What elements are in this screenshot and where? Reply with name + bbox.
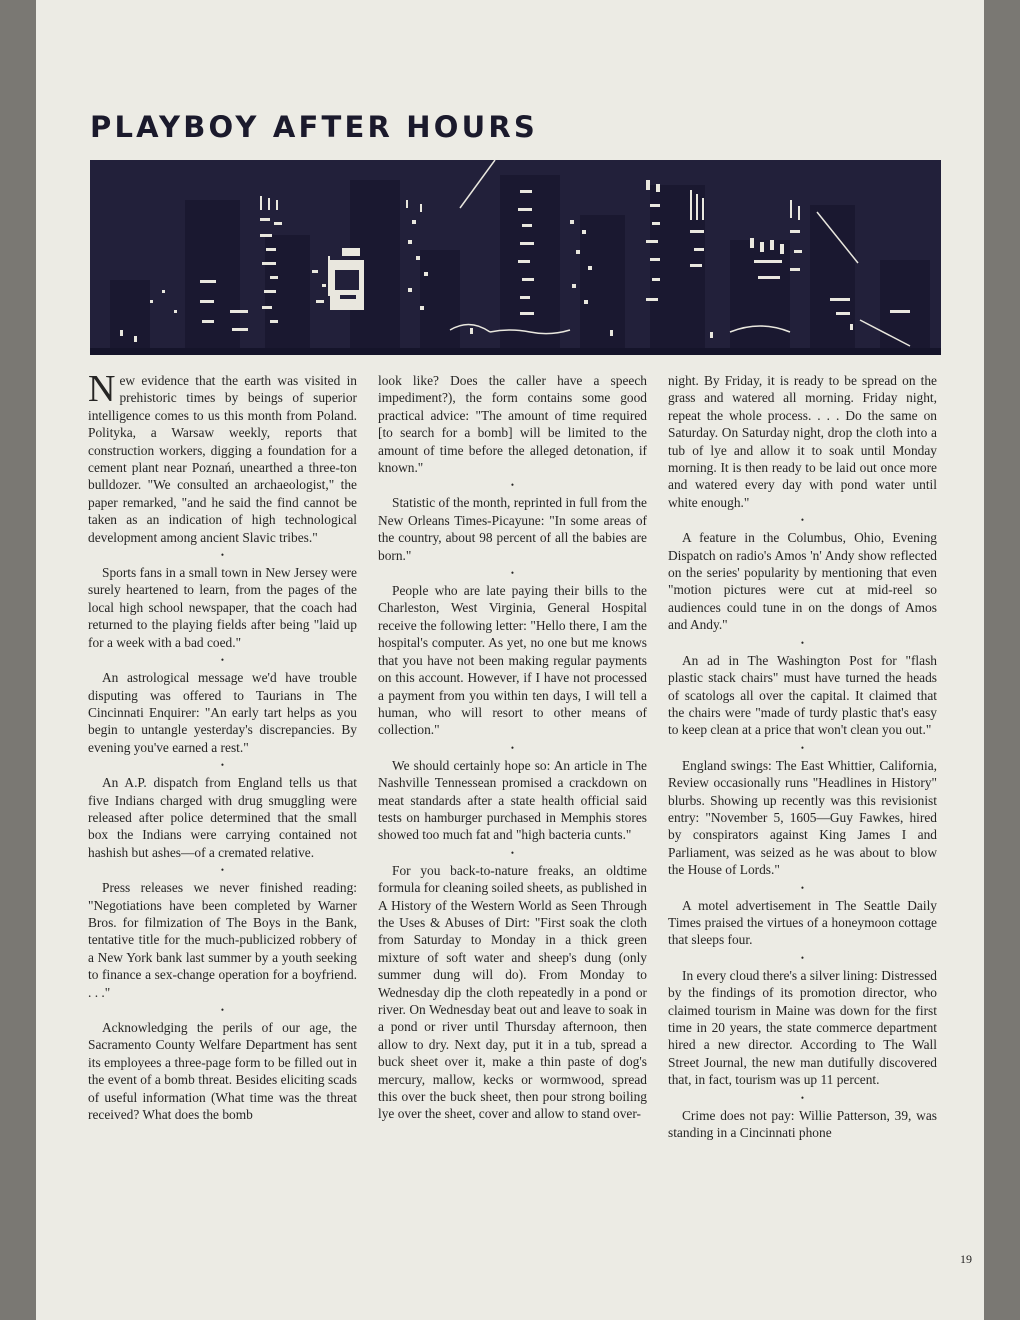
separator-bullet: • <box>800 882 805 893</box>
separator-bullet: • <box>800 742 805 753</box>
paragraph: For you back-to-nature freaks, an oldtime formula for cleaning soiled sheets, as published in A History of the Western World as Seen Through the Uses & Abuses of Dirt: "First soak the cloth from Saturday to Monday in a thick green mixture of soft water and sheep's dung (only summer dung will do). From Monday to Wednesday dip the cloth repeatedly in a pond or river. On Wednesday beat out and leave to soak in a pond or river until Thursday afternoon, then allow to dry. Next day, put it in a tub, spread a buck sheet over it, make a thin paste of dog's mercury, mallow, kecks or wormwood, spread this over the buck sheet, then pour strong boiling lye over the sheet, cover and allow to stand over- <box>378 862 647 1122</box>
paragraph: An ad in The Washington Post for "flash plastic stack chairs" must have turned the heads of scatologs all over the capital. It claimed that the chairs were "made of turdy plastic that's easy to keep clean at a price that won't clean you out." <box>668 652 937 738</box>
drop-cap: N <box>88 368 116 410</box>
paragraph: Acknowledging the perils of our age, the Sacramento County Welfare Department has sent its employees a three-page form to be filled out in the event of a bomb threat. Besides eliciting scads of useful information (What time was the threat received? What does the bomb <box>88 1020 357 1123</box>
paragraph: look like? Does the caller have a speech impediment?), the form contains some good practical advice: "The amount of time required [to search for a bomb] will be limited to the amount of time before the alleged detonation, if known." <box>378 373 647 476</box>
paragraph: Statistic of the month, reprinted in full from the New Orleans Times-Picayune: "In some areas of the country, about 98 percent of all the babies are born." <box>378 495 647 563</box>
text-column-3 <box>668 372 937 1141</box>
text-column-2 <box>378 372 647 1123</box>
separator-bullet: • <box>800 515 805 526</box>
paragraph: England swings: The East Whittier, California, Review occasionally runs "Headlines in History" blurbs. Showing up recently was this revisionist entry: "November 5, 1605—Guy Fawkes, hired by conspirators against King James I and Parliament, was seized as he was about to blow the House of Lords." <box>668 757 937 878</box>
paragraph: An astrological message we'd have trouble disputing was offered to Taurians in The Cincinnati Enquirer: "An early tart helps as you begin to untangle yesterday's discrepancies. By evening you've earned a rest." <box>88 670 357 755</box>
separator-bullet: • <box>510 568 515 579</box>
paragraph: A motel advertisement in The Seattle Daily Times praised the virtues of a honeymoon cottage that sleeps four. <box>668 897 937 948</box>
text-column-1 <box>88 368 357 1123</box>
separator-bullet: • <box>220 865 225 876</box>
separator-bullet: • <box>800 1092 805 1103</box>
separator-bullet: • <box>220 760 225 771</box>
magazine-page <box>36 0 984 1320</box>
paragraph: Crime does not pay: Willie Patterson, 39, was standing in a Cincinnati phone <box>668 1107 937 1141</box>
city-skyline-illustration <box>90 160 941 355</box>
separator-bullet: • <box>220 655 225 666</box>
paragraph: An A.P. dispatch from England tells us that five Indians charged with drug smuggling were released after police determined that the small box the Indians were carrying contained not hashish but ashes—of a cremated relative. <box>88 775 357 860</box>
separator-bullet: • <box>800 637 805 648</box>
skyline-svg <box>90 160 941 355</box>
separator-bullet: • <box>510 742 515 753</box>
section-title: PLAYBOY AFTER HOURS <box>90 110 538 144</box>
paragraph: New evidence that the earth was visited in prehistoric times by beings of superior intelligence comes to us this month from Poland. Polityka, a Warsaw weekly, reports that construction workers, digging a foundation for a cement plant near Poznań, unearthed a three-ton bulldozer. "We consulted an archaeologist," the paper remarked, "and he said the find cannot be taken as an indication of high technological development among ancient Slavic tribes." <box>88 368 357 545</box>
paragraph: People who are late paying their bills to the Charleston, West Virginia, General Hospital receive the following letter: "Hello there, I am the hospital's computer. As yet, no one but me knows that you have not been making regular payments on this account. However, if I have not processed a payment from you within ten days, I will tell a human, who will resort to other means of collection." <box>378 583 647 738</box>
paragraph: night. By Friday, it is ready to be spread on the grass and watered all morning. Friday night, repeat the whole process. . . . Do the same on Saturday. On Saturday night, drop the cloth into a tub of lye and allow it to soak until Monday morning. It is then ready to be laid out once more and watered every day with pond water until white enough." <box>668 373 937 510</box>
separator-bullet: • <box>510 847 515 858</box>
page-number: 19 <box>960 1252 972 1266</box>
separator-bullet: • <box>220 1005 225 1015</box>
paragraph: We should certainly hope so: An article in The Nashville Tennessean promised a crackdown on meat standards after a state health official said tests on hamburger purchased in Memphis stores showed too much fat and "high bacteria cunts." <box>378 757 647 843</box>
paragraph: In every cloud there's a silver lining: Distressed by the findings of its promotion director, who claimed tourism in Maine was down for the first time in 20 years, the state commerce department hired a new director. According to The Wall Street Journal, the new man dutifully discovered that, in fact, tourism was up 11 percent. <box>668 967 937 1088</box>
paragraph: Press releases we never finished reading: "Negotiations have been completed by Warner Bros. for filmization of The Boys in the Bank, tentative title for the much-publicized robbery of a New York bank last summer by a youth seeking to finance a sex-change operation for a boyfriend. . . ." <box>88 880 357 1000</box>
separator-bullet: • <box>510 480 515 491</box>
separator-bullet: • <box>800 952 805 963</box>
paragraph: Sports fans in a small town in New Jersey were surely heartened to learn, from the pages of the local high school newspaper, that the coach had returned to the playing fields after being "laid up for a week with a bad coed." <box>88 565 357 650</box>
separator-bullet: • <box>220 550 225 561</box>
paragraph: A feature in the Columbus, Ohio, Evening Dispatch on radio's Amos 'n' Andy show reflected on the series' popularity by mentioning that even "motion pictures were cut at mid-reel so audiences could tune in on the dongs of Amos and Andy." <box>668 530 937 633</box>
